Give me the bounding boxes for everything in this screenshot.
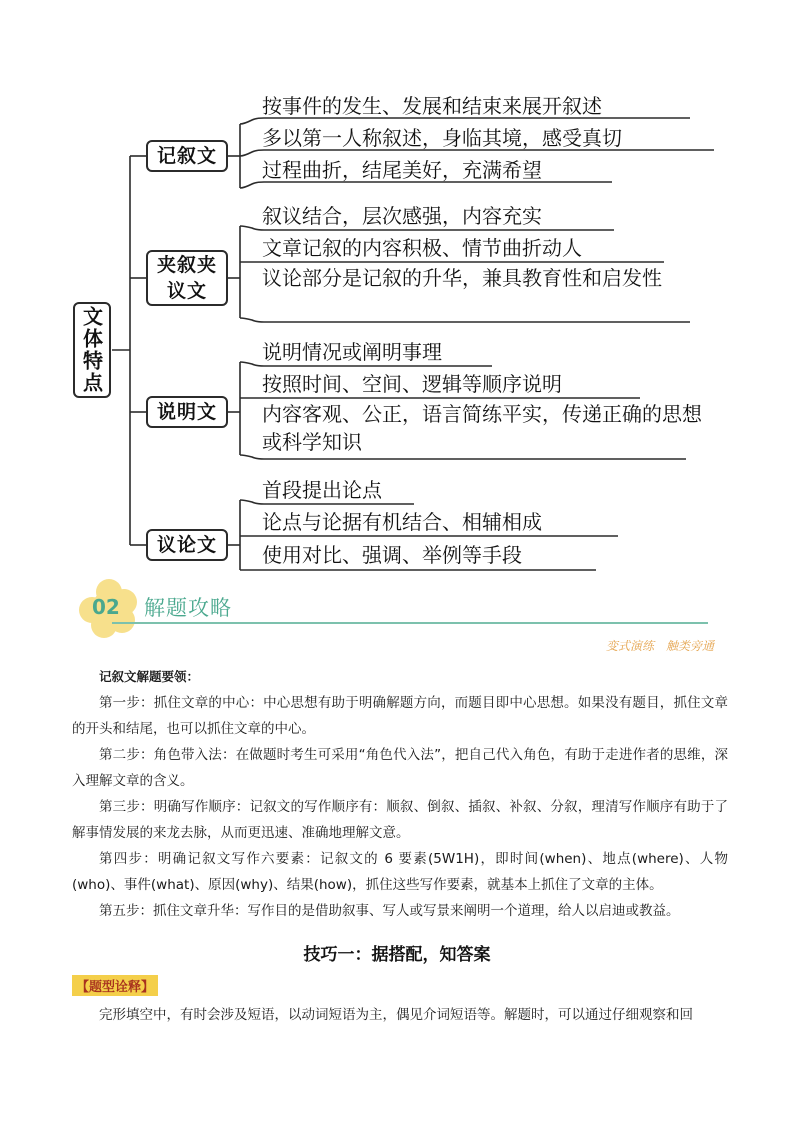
mindmap-item: 议论部分是记叙的升华，兼具教育性和启发性	[262, 266, 662, 290]
branch-label: 记叙文	[156, 145, 217, 167]
branch-expository	[146, 396, 228, 428]
mindmap-item: 过程曲折，结尾美好，充满希望	[262, 158, 542, 182]
branch-label: 说明文	[156, 401, 217, 423]
guide-step: 第三步：明确写作顺序：记叙文的写作顺序有：顺叙、倒叙、插叙、补叙、分叙，理清写作顺序有助于了解事情发展的来龙去脉，从而更迅速、准确地理解文意。	[72, 799, 728, 841]
root-node	[73, 302, 111, 398]
section-divider	[112, 622, 708, 624]
guide-step: 第一步：抓住文章的中心：中心思想有助于明确解题方向，而题目即中心思想。如果没有题目，抓住文章的开头和结尾，也可以抓住文章的中心。	[72, 695, 728, 737]
mindmap-item: 首段提出论点	[262, 478, 382, 502]
root-label: 文体特点	[79, 306, 104, 394]
guide-block	[72, 664, 728, 924]
branch-label-line2: 议文	[166, 280, 207, 302]
branch-argumentative	[146, 529, 228, 561]
mindmap-item: 叙议结合，层次感强，内容充实	[262, 204, 542, 228]
mindmap-item: 按事件的发生、发展和结束来展开叙述	[262, 94, 602, 118]
section-number: 02	[92, 595, 120, 619]
branch-narrative	[146, 140, 228, 172]
mindmap-item: 说明情况或阐明事理	[262, 340, 442, 364]
section-title: 解题攻略	[144, 596, 232, 620]
guide-heading: 记叙文解题要领：	[99, 669, 200, 684]
branch-label-line1: 夹叙夹	[156, 254, 217, 276]
mindmap-item: 文章记叙的内容积极、情节曲折动人	[262, 236, 582, 260]
guide-step: 第四步：明确记叙文写作六要素：记叙文的 6 要素(5W1H)，即时间(when)、地点(where)、人物(who)、事件(what)、原因(why)、结果(how)，抓住这些写作要素，就基本上抓住了文章的主体。	[72, 851, 728, 893]
tip-text: 完形填空中，有时会涉及短语，以动词短语为主，偶见介词短语等。解题时，可以通过仔细观察和回	[99, 1007, 693, 1023]
mindmap-item: 内容客观、公正，语言简练平实，传递正确的思想或科学知识	[262, 402, 702, 454]
question-type-tag: 【题型诠释】	[72, 975, 158, 996]
mindmap-item: 按照时间、空间、逻辑等顺序说明	[262, 372, 562, 396]
guide-step: 第二步：角色带入法：在做题时考生可采用“角色代入法”，把自己代入角色，有助于走进作者的思维，深入理解文章的含义。	[72, 747, 728, 789]
mindmap-item: 论点与论据有机结合、相辅相成	[262, 510, 542, 534]
mindmap-item: 使用对比、强调、举例等手段	[262, 543, 522, 567]
branch-label: 议论文	[156, 534, 217, 556]
section-subtitle: 变式演练 触类旁通	[605, 639, 714, 653]
branch-mixed	[146, 250, 228, 306]
mindmap-item: 多以第一人称叙述，身临其境，感受真切	[262, 126, 622, 150]
tip-title: 技巧一：据搭配，知答案	[303, 945, 491, 965]
guide-step: 第五步：抓住文章升华：写作目的是借助叙事、写人或写景来阐明一个道理，给人以启迪或教益。	[99, 903, 680, 919]
